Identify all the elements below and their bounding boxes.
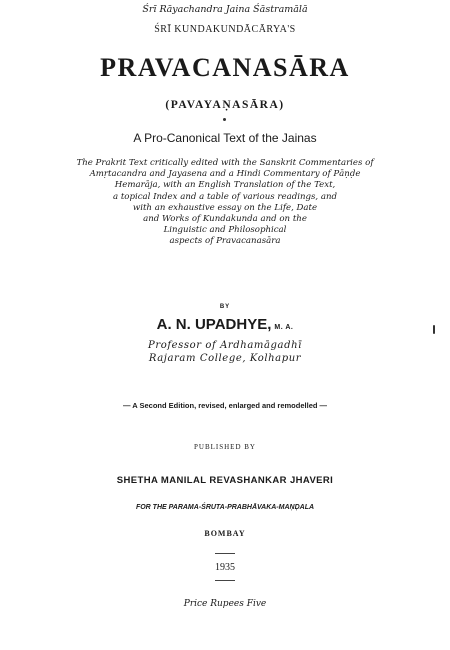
editor-name: A. N. UPADHYE, xyxy=(156,316,272,333)
by-label: BY xyxy=(219,304,231,310)
divider-rule xyxy=(215,580,235,581)
book-title: PRAVACANASĀRA xyxy=(100,53,350,82)
publication-year: 1935 xyxy=(215,562,235,573)
editor-affiliation xyxy=(0,339,450,365)
author-work-line: ŚRĪ KUNDAKUNDĀCĀRYA'S xyxy=(154,24,296,35)
description-block xyxy=(40,158,410,248)
publisher-name: SHETHA MANILAL REVASHANKAR JHAVERI xyxy=(116,475,334,486)
divider-rule xyxy=(215,553,235,554)
publisher-for-line: FOR THE PARAMA-ŚRUTA-PRABHĀVAKA-MAṆḌALA xyxy=(135,504,315,511)
description-line: Linguistic and Philosophical xyxy=(163,225,287,236)
series-name: Śrī Rāyachandra Jaina Śāstramālā xyxy=(142,4,308,15)
affiliation-line: Rajaram College, Kolhapur xyxy=(148,353,302,364)
published-by-label: PUBLISHED BY xyxy=(194,443,256,451)
print-speck xyxy=(223,118,226,121)
print-speck xyxy=(433,325,435,334)
description-line: Hemarāja, with an English Translation of the Text, xyxy=(114,180,336,191)
description-line: and Works of Kundakunda and on the xyxy=(143,214,307,225)
editor-degree: M. A. xyxy=(274,324,294,331)
description-line: a topical Index and a table of various readings, and xyxy=(112,191,338,202)
description-line: with an exhaustive essay on the Life, Date xyxy=(132,202,318,213)
affiliation-line: Professor of Ardhamāgadhī xyxy=(148,340,302,351)
description-line: aspects of Pravacanasāra xyxy=(169,236,281,247)
publication-place: BOMBAY xyxy=(204,529,246,538)
description-line: Amṛtacandra and Jayasena and a Hindi Commentary of Pāṇḍe xyxy=(89,169,361,180)
book-subtitle: A Pro-Canonical Text of the Jainas xyxy=(133,131,317,145)
price-line: Price Rupees Five xyxy=(183,599,267,609)
edition-note: — A Second Edition, revised, enlarged and remodelled — xyxy=(122,401,328,410)
editor-line xyxy=(0,317,450,332)
description-line: The Prakrit Text critically edited with the Sanskrit Commentaries of xyxy=(76,158,374,168)
prakrit-title: (PAVAYAṆASĀRA) xyxy=(165,99,285,111)
